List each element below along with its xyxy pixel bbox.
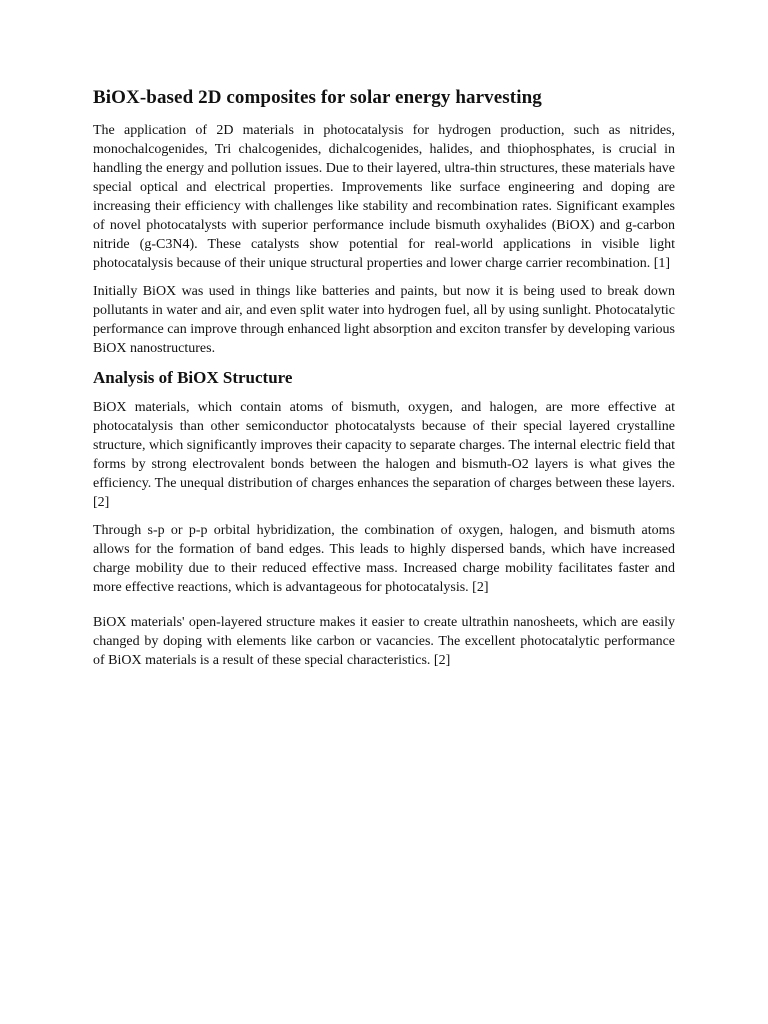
intro-paragraph: Initially BiOX was used in things like batteries and paints, but now it is being used to break down pollutants in water and air, and even split water into hydrogen fuel, all by using sunlight. Photocatalytic performance can improve through enhanced light absorption and exciton transfer by developing various BiOX nanostructures. — [93, 284, 675, 356]
section-paragraph: Through s-p or p-p orbital hybridization, the combination of oxygen, halogen, and bismuth atoms allows for the formation of band edges. This leads to highly dispersed bands, which have increased charge mobility due to their reduced effective mass. Increased charge mobility facilitates faster and more effective reactions, which is advantageous for photocatalysis. [2] — [93, 523, 675, 595]
section-paragraph: BiOX materials, which contain atoms of bismuth, oxygen, and halogen, are more effective at photocatalysis than other semiconductor photocatalysts because of their special layered crystalline structure, which significantly improves their capacity to separate charges. The internal electric field that forms by strong electrovalent bonds between the halogen and bismuth-O2 layers is what gives the efficiency. The unequal distribution of charges enhances the separation of charges between these layers. [2] — [93, 400, 675, 510]
document-page — [93, 86, 675, 679]
intro-paragraph: The application of 2D materials in photocatalysis for hydrogen production, such as nitrides, monochalcogenides, Tri chalcogenides, dichalcogenides, halides, and thiophosphates, is crucial in handling the energy and pollution issues. Due to their layered, ultra-thin structures, these materials have special optical and electrical properties. Improvements like surface engineering and doping are increasing their efficiency with challenges like stability and recombination rates. Significant examples of novel photocatalysts with superior performance include bismuth oxyhalides (BiOX) and g-carbon nitride (g-C3N4). These catalysts show potential for real-world applications in visible light photocatalysis because of their unique structural properties and lower charge carrier recombination. [1] — [93, 123, 675, 271]
section-paragraph: BiOX materials' open-layered structure makes it easier to create ultrathin nanosheets, which are easily changed by doping with elements like carbon or vacancies. The excellent photocatalytic performance of BiOX materials is a result of these special characteristics. [2] — [93, 615, 675, 668]
document-title: BiOX-based 2D composites for solar energy harvesting — [93, 87, 542, 108]
section-heading: Analysis of BiOX Structure — [93, 368, 293, 387]
